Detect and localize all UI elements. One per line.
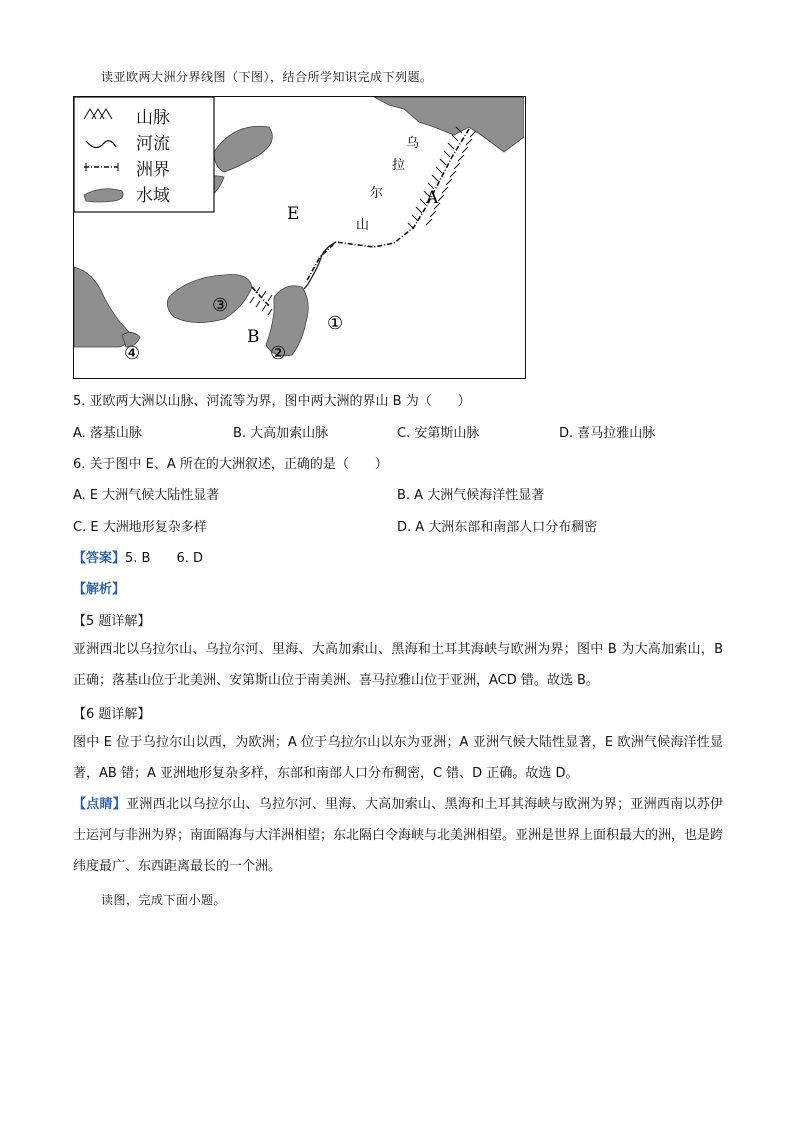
- circled-3: ③: [212, 295, 229, 316]
- q6-option-b: B. A 大洲气候海洋性显著: [397, 488, 545, 503]
- ural-char-4: 山: [356, 218, 370, 233]
- map-legend: [74, 97, 214, 212]
- question-5-stem: 5. 亚欧两大洲以山脉、河流等为界，图中两大洲的界山 B 为（ ）: [73, 394, 471, 409]
- ural-river: [304, 242, 336, 289]
- circled-4: ④: [124, 343, 141, 364]
- eurasia-boundary-map: [73, 96, 526, 379]
- q5-option-d: D. 喜马拉雅山脉: [559, 426, 656, 441]
- black-sea-water: [167, 275, 252, 323]
- q5-option-b: B. 大高加索山脉: [233, 426, 329, 441]
- ural-char-3: 尔: [370, 186, 384, 201]
- q6-option-a: A. E 大洲气候大陆性显著: [73, 488, 220, 503]
- label-B: B: [247, 327, 260, 347]
- detail5-tag: 【5 题详解】: [73, 614, 151, 629]
- label-E: E: [287, 204, 300, 224]
- circled-1: ①: [327, 313, 344, 334]
- analysis-tag: 【解析】: [73, 582, 126, 597]
- note-tag: 【点睛】: [73, 797, 127, 812]
- question-intro: 读亚欧两大洲分界线图（下图），结合所学知识完成下列题。: [101, 70, 433, 84]
- note-paragraph: [73, 789, 723, 882]
- detail6-text: 图中 E 位于乌拉尔山以西，为欧洲；A 位于乌拉尔山以东为亚洲；A 亚洲气候大陆性显著，E 欧洲气候海洋性显著，AB 错；A 亚洲地形复杂多样，东部和南部人口分布稠密，C 错、D 正确。故选 D。: [73, 735, 723, 781]
- ural-char-2: 拉: [392, 158, 406, 173]
- q6-option-d: D. A 大洲东部和南部人口分布稠密: [397, 520, 598, 535]
- detail6-tag: 【6 题详解】: [73, 707, 151, 722]
- legend-river-label: 河流: [136, 134, 170, 154]
- label-A: A: [426, 188, 439, 208]
- white-sea-water: [214, 126, 272, 172]
- question-6-stem: 6. 关于图中 E、A 所在的大洲叙述，正确的是（ ）: [73, 457, 388, 472]
- q5-option-a: A. 落基山脉: [73, 426, 142, 441]
- answer-tag: 【答案】: [73, 551, 126, 566]
- detail5-text: 亚洲西北以乌拉尔山、乌拉尔河、里海、大高加索山、黑海和土耳其海峡与欧洲为界；图中 B 为大高加索山，B 正确；落基山位于北美洲、安第斯山位于南美洲、喜马拉雅山位于亚洲，ACD 错。故选 B。: [73, 642, 723, 688]
- legend-water-label: 水域: [136, 186, 170, 206]
- q6-option-c: C. E 大洲地形复杂多样: [73, 520, 207, 535]
- next-question-intro: 读图，完成下面小题。: [101, 893, 227, 907]
- circled-2: ②: [270, 343, 287, 364]
- ural-char-1: 乌: [406, 136, 420, 151]
- q5-option-c: C. 安第斯山脉: [397, 426, 480, 441]
- answer-text: 5. B 6. D: [125, 551, 204, 566]
- legend-boundary-label: 洲界: [136, 160, 170, 180]
- caucasus-mountains: [250, 287, 272, 315]
- legend-mountain-label: 山脉: [136, 108, 170, 128]
- answer-line: [73, 547, 203, 566]
- note-text: 亚洲西北以乌拉尔山、乌拉尔河、里海、大高加索山、黑海和土耳其海峡与欧洲为界；亚洲西南以苏伊士运河与非洲为界；南面隔海与大洋洲相望；东北隔白令海峡与北美洲相望。亚洲是世界上面积最大的洲，也是跨纬度最广、东西距离最长的一个洲。: [73, 797, 724, 874]
